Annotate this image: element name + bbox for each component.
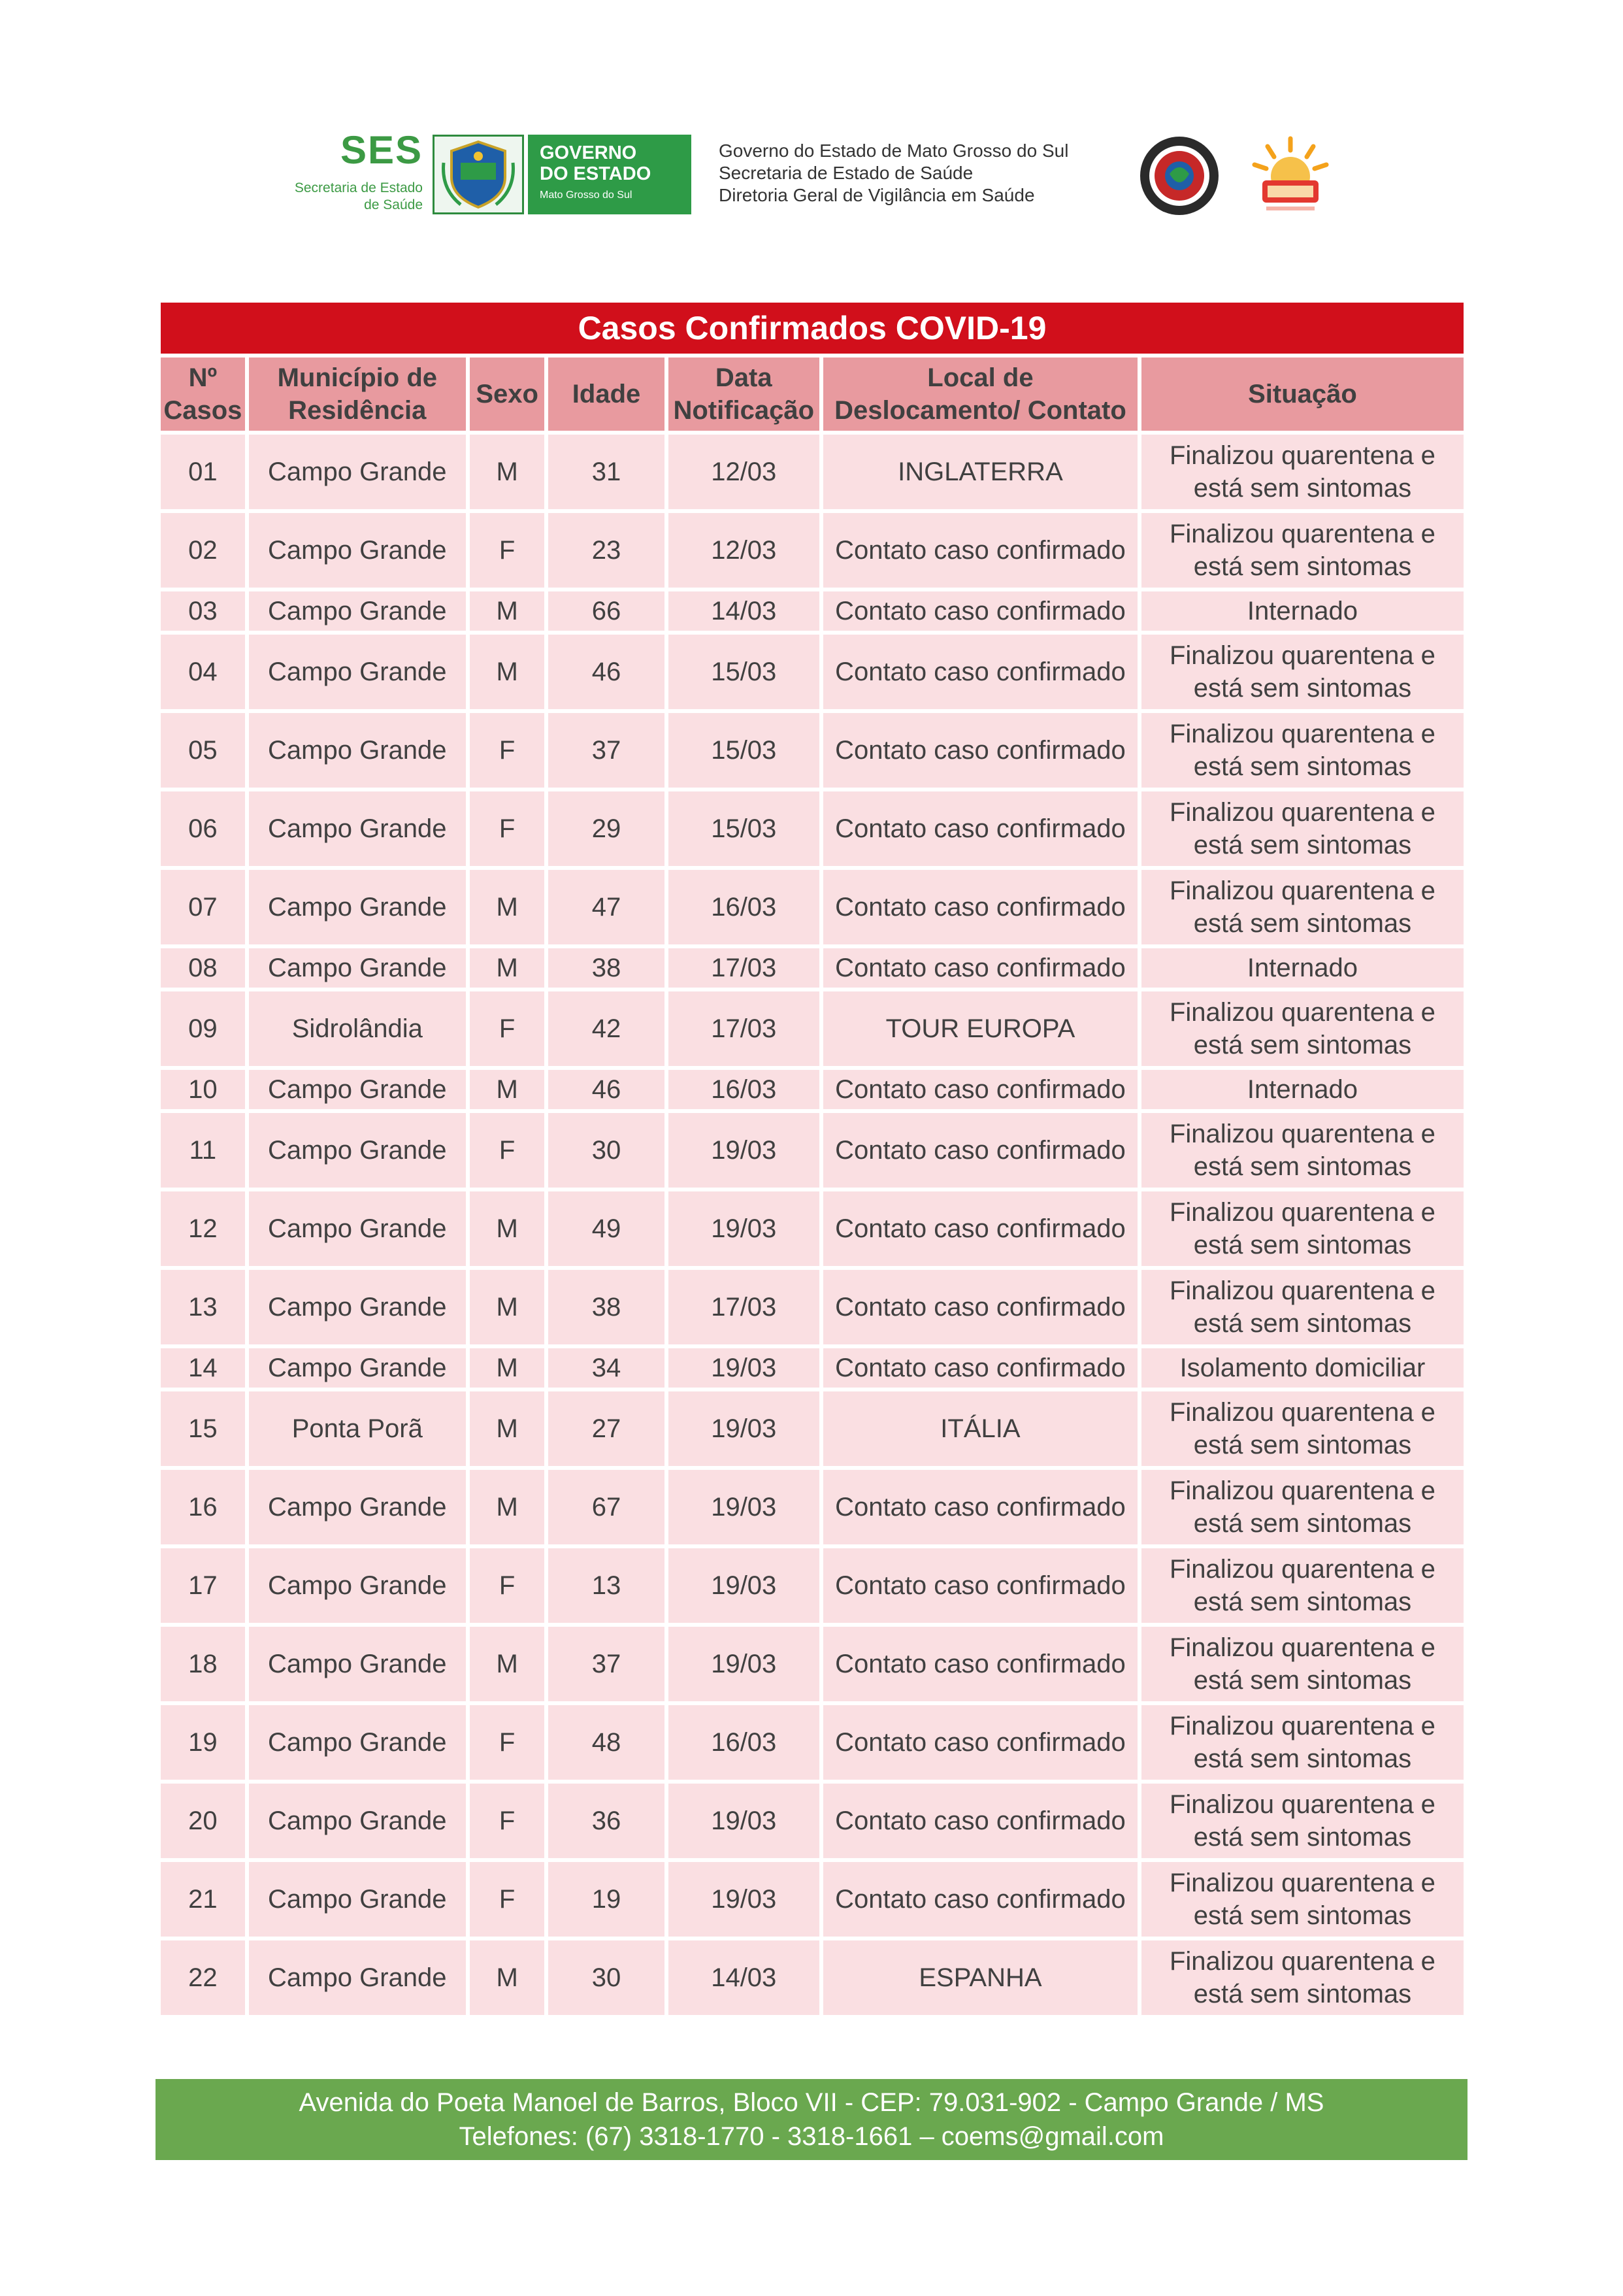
cell-data-notificacao: 19/03 [668,1348,819,1388]
situacao-line1: Finalizou quarentena e [1169,1555,1435,1584]
table-title: Casos Confirmados COVID-19 [161,303,1464,354]
footer-address: Avenida do Poeta Manoel de Barros, Bloco VII - CEP: 79.031-902 - Campo Grande / MS [299,2088,1324,2117]
cell-local: Contato caso confirmado [823,635,1138,709]
cell-sexo: F [470,513,545,588]
header-n-casos-line2: Casos [163,396,242,425]
cell-data-notificacao: 19/03 [668,1191,819,1266]
situacao-line1: Finalizou quarentena e [1169,1869,1435,1897]
table-row [161,948,1464,988]
ses-logo-text: SES [340,128,423,172]
cell-municipio: Campo Grande [249,1070,466,1109]
cell-situacao [1141,1548,1464,1623]
cell-situacao [1141,635,1464,709]
situacao-line2: está sem sintomas [1193,1309,1412,1338]
cell-local: Contato caso confirmado [823,1470,1138,1544]
cell-data-notificacao: 14/03 [668,1940,819,2015]
cell-idade: 37 [548,713,664,788]
situacao-line2: está sem sintomas [1193,909,1412,938]
situacao-line1: Finalizou quarentena e [1169,1790,1435,1819]
cell-situacao [1141,1191,1464,1266]
cell-situacao [1141,1627,1464,1701]
cell-data-notificacao: 16/03 [668,870,819,944]
cell-municipio: Campo Grande [249,1862,466,1937]
cell-situacao [1141,1784,1464,1858]
cell-data-notificacao: 17/03 [668,1270,819,1344]
cell-municipio: Campo Grande [249,1548,466,1623]
table-row [161,1270,1464,1344]
cell-data-notificacao: 15/03 [668,791,819,866]
vigilancia-seal-icon [1138,135,1221,217]
table-row [161,1070,1464,1109]
cell-idade: 31 [548,435,664,509]
cell-sexo: M [470,635,545,709]
situacao-line1: Finalizou quarentena e [1169,520,1435,548]
coe-logo-icon [1248,135,1333,217]
cell-n-casos: 21 [161,1862,245,1937]
situacao-line1: Finalizou quarentena e [1169,1633,1435,1662]
cell-sexo: M [470,948,545,988]
situacao-line1: Finalizou quarentena e [1169,1398,1435,1427]
ses-subtitle-line2: de Saúde [364,197,423,212]
cell-n-casos: 19 [161,1705,245,1780]
cell-municipio: Campo Grande [249,948,466,988]
situacao-line2: está sem sintomas [1193,474,1412,503]
cell-data-notificacao: 16/03 [668,1070,819,1109]
cell-local: Contato caso confirmado [823,1627,1138,1701]
cell-data-notificacao: 19/03 [668,1862,819,1937]
cell-idade: 37 [548,1627,664,1701]
table-row [161,591,1464,631]
situacao-line1: Finalizou quarentena e [1169,798,1435,827]
cell-n-casos: 22 [161,1940,245,2015]
table-row [161,1391,1464,1466]
cell-sexo: F [470,713,545,788]
state-coat-of-arms-icon [433,135,524,214]
header-idade: Idade [548,358,664,431]
cell-situacao [1141,1270,1464,1344]
cell-data-notificacao: 17/03 [668,948,819,988]
cell-local: Contato caso confirmado [823,713,1138,788]
table-row [161,1862,1464,1937]
cell-local: Contato caso confirmado [823,1070,1138,1109]
table-row [161,435,1464,509]
cell-sexo: F [470,1705,545,1780]
cell-sexo: M [470,1070,545,1109]
ses-logo-subtitle [295,180,423,214]
situacao-line2: está sem sintomas [1193,752,1412,781]
cell-n-casos: 16 [161,1470,245,1544]
situacao-line1: Isolamento domiciliar [1179,1354,1426,1382]
cell-n-casos: 12 [161,1191,245,1266]
cell-idade: 38 [548,1270,664,1344]
cell-situacao [1141,991,1464,1066]
situacao-line2: está sem sintomas [1193,1744,1412,1773]
cell-sexo: F [470,1113,545,1188]
cell-idade: 47 [548,870,664,944]
ses-logo [265,127,428,219]
cell-n-casos: 06 [161,791,245,866]
table-row [161,1627,1464,1701]
cell-local: Contato caso confirmado [823,948,1138,988]
situacao-line1: Finalizou quarentena e [1169,1276,1435,1305]
situacao-line2: está sem sintomas [1193,674,1412,703]
cell-idade: 46 [548,1070,664,1109]
situacao-line2: está sem sintomas [1193,831,1412,859]
header-municipio-line1: Município de [277,363,437,392]
cell-municipio: Campo Grande [249,870,466,944]
situacao-line1: Internado [1247,954,1358,982]
cell-local: TOUR EUROPA [823,991,1138,1066]
cell-situacao [1141,435,1464,509]
table-row [161,1348,1464,1388]
table-body [161,435,1464,2015]
cell-n-casos: 17 [161,1548,245,1623]
cell-idade: 34 [548,1348,664,1388]
cell-local: Contato caso confirmado [823,1862,1138,1937]
cell-n-casos: 11 [161,1113,245,1188]
situacao-line2: está sem sintomas [1193,1152,1412,1181]
covid-cases-table [157,299,1467,2019]
cell-idade: 49 [548,1191,664,1266]
cell-data-notificacao: 15/03 [668,635,819,709]
situacao-line1: Finalizou quarentena e [1169,876,1435,905]
page-header [0,0,1623,235]
cell-idade: 46 [548,635,664,709]
cell-n-casos: 15 [161,1391,245,1466]
cell-local: Contato caso confirmado [823,1191,1138,1266]
table-row [161,635,1464,709]
cell-sexo: F [470,1862,545,1937]
cell-sexo: F [470,1548,545,1623]
cell-local: INGLATERRA [823,435,1138,509]
cell-sexo: M [470,1348,545,1388]
footer-contacts: Telefones: (67) 3318-1770 - 3318-1661 – coems@gmail.com [459,2122,1164,2151]
cell-situacao [1141,591,1464,631]
table-row [161,870,1464,944]
situacao-line2: está sem sintomas [1193,1901,1412,1930]
situacao-line1: Finalizou quarentena e [1169,1712,1435,1740]
cell-n-casos: 07 [161,870,245,944]
cell-n-casos: 10 [161,1070,245,1109]
situacao-line2: está sem sintomas [1193,552,1412,581]
cell-idade: 30 [548,1940,664,2015]
cell-idade: 36 [548,1784,664,1858]
situacao-line2: está sem sintomas [1193,1231,1412,1259]
cell-municipio: Campo Grande [249,1270,466,1344]
cell-idade: 19 [548,1862,664,1937]
situacao-line1: Finalizou quarentena e [1169,1476,1435,1505]
cell-municipio: Campo Grande [249,1784,466,1858]
table-row [161,1784,1464,1858]
situacao-line2: está sem sintomas [1193,1509,1412,1538]
cell-n-casos: 09 [161,991,245,1066]
cell-data-notificacao: 19/03 [668,1784,819,1858]
header-situacao: Situação [1141,358,1464,431]
cell-data-notificacao: 19/03 [668,1391,819,1466]
cell-n-casos: 03 [161,591,245,631]
header-local [823,358,1138,431]
cell-local: Contato caso confirmado [823,591,1138,631]
situacao-line1: Finalizou quarentena e [1169,641,1435,670]
cell-situacao [1141,1070,1464,1109]
cell-sexo: F [470,991,545,1066]
situacao-line2: está sem sintomas [1193,1431,1412,1459]
cell-situacao [1141,713,1464,788]
cell-n-casos: 05 [161,713,245,788]
cell-n-casos: 20 [161,1784,245,1858]
cell-data-notificacao: 12/03 [668,435,819,509]
governo-logo [528,135,691,214]
situacao-line2: está sem sintomas [1193,1980,1412,2008]
table-header-row [161,358,1464,431]
cell-local: Contato caso confirmado [823,513,1138,588]
cell-municipio: Campo Grande [249,591,466,631]
cell-situacao [1141,1862,1464,1937]
cell-n-casos: 18 [161,1627,245,1701]
governo-logo-line1: GOVERNO [540,142,637,163]
cell-sexo: M [470,1191,545,1266]
organization-text [719,140,1068,207]
ses-subtitle-line1: Secretaria de Estado [294,180,423,195]
cell-sexo: M [470,870,545,944]
header-municipio-line2: Residência [288,396,427,425]
cell-sexo: M [470,1627,545,1701]
organization-line2: Secretaria de Estado de Saúde [719,163,974,183]
cell-n-casos: 14 [161,1348,245,1388]
situacao-line2: está sem sintomas [1193,1031,1412,1059]
cell-sexo: F [470,1784,545,1858]
header-data-notificacao [668,358,819,431]
cell-local: Contato caso confirmado [823,870,1138,944]
cell-n-casos: 13 [161,1270,245,1344]
situacao-line1: Internado [1247,1075,1358,1104]
cell-data-notificacao: 16/03 [668,1705,819,1780]
situacao-line1: Finalizou quarentena e [1169,1120,1435,1148]
table-row [161,991,1464,1066]
cell-idade: 66 [548,591,664,631]
cell-municipio: Campo Grande [249,513,466,588]
cell-local: ESPANHA [823,1940,1138,2015]
cell-municipio: Campo Grande [249,1940,466,2015]
cell-n-casos: 04 [161,635,245,709]
cell-municipio: Campo Grande [249,713,466,788]
cell-municipio: Campo Grande [249,1191,466,1266]
header-data-line1: Data [715,363,772,392]
header-n-casos [161,358,245,431]
cell-sexo: M [470,1270,545,1344]
cell-n-casos: 08 [161,948,245,988]
cell-municipio: Campo Grande [249,1470,466,1544]
cell-idade: 29 [548,791,664,866]
header-data-line2: Notificação [673,396,815,425]
page-footer [156,2079,1467,2160]
cell-sexo: M [470,591,545,631]
header-local-line1: Local de [927,363,1034,392]
table-row [161,1113,1464,1188]
cell-idade: 30 [548,1113,664,1188]
cell-data-notificacao: 19/03 [668,1470,819,1544]
cell-data-notificacao: 14/03 [668,591,819,631]
governo-logo-line2: DO ESTADO [540,163,651,184]
cell-situacao [1141,948,1464,988]
situacao-line2: está sem sintomas [1193,1666,1412,1695]
cell-municipio: Campo Grande [249,1627,466,1701]
cell-municipio: Campo Grande [249,791,466,866]
cell-data-notificacao: 12/03 [668,513,819,588]
cell-situacao [1141,513,1464,588]
cell-sexo: M [470,1470,545,1544]
cell-idade: 23 [548,513,664,588]
cell-situacao [1141,1348,1464,1388]
cell-data-notificacao: 19/03 [668,1113,819,1188]
cell-situacao [1141,1113,1464,1188]
cell-local: Contato caso confirmado [823,1348,1138,1388]
cell-idade: 27 [548,1391,664,1466]
situacao-line2: está sem sintomas [1193,1588,1412,1616]
cell-municipio: Campo Grande [249,1348,466,1388]
cell-municipio: Campo Grande [249,1113,466,1188]
cell-municipio: Campo Grande [249,635,466,709]
cell-data-notificacao: 17/03 [668,991,819,1066]
situacao-line1: Internado [1247,597,1358,625]
cell-municipio: Campo Grande [249,435,466,509]
cell-n-casos: 01 [161,435,245,509]
cell-idade: 48 [548,1705,664,1780]
cell-municipio: Sidrolândia [249,991,466,1066]
situacao-line1: Finalizou quarentena e [1169,1947,1435,1976]
cell-data-notificacao: 15/03 [668,713,819,788]
situacao-line1: Finalizou quarentena e [1169,720,1435,748]
situacao-line1: Finalizou quarentena e [1169,1198,1435,1227]
table-row [161,1705,1464,1780]
table-row [161,791,1464,866]
organization-line3: Diretoria Geral de Vigilância em Saúde [719,185,1035,205]
cell-n-casos: 02 [161,513,245,588]
cell-local: Contato caso confirmado [823,791,1138,866]
cell-sexo: M [470,435,545,509]
cell-idade: 67 [548,1470,664,1544]
table-row [161,1548,1464,1623]
table-row [161,1191,1464,1266]
cell-local: Contato caso confirmado [823,1270,1138,1344]
cell-sexo: F [470,791,545,866]
cell-municipio: Campo Grande [249,1705,466,1780]
cell-municipio: Ponta Porã [249,1391,466,1466]
situacao-line1: Finalizou quarentena e [1169,441,1435,470]
cell-data-notificacao: 19/03 [668,1548,819,1623]
table-row [161,1470,1464,1544]
governo-logo-line3: Mato Grosso do Sul [540,190,632,201]
cell-situacao [1141,870,1464,944]
cell-local: Contato caso confirmado [823,1784,1138,1858]
situacao-line1: Finalizou quarentena e [1169,998,1435,1027]
situacao-line2: está sem sintomas [1193,1823,1412,1852]
cell-idade: 13 [548,1548,664,1623]
cell-local: ITÁLIA [823,1391,1138,1466]
organization-line1: Governo do Estado de Mato Grosso do Sul [719,141,1069,161]
cell-local: Contato caso confirmado [823,1548,1138,1623]
header-local-line2: Deslocamento/ Contato [834,396,1126,425]
cell-situacao [1141,1391,1464,1466]
cell-idade: 42 [548,991,664,1066]
cell-sexo: M [470,1391,545,1466]
cell-situacao [1141,791,1464,866]
cell-situacao [1141,1470,1464,1544]
header-n-casos-line1: Nº [188,363,218,392]
table-row [161,1940,1464,2015]
table-row [161,513,1464,588]
cell-local: Contato caso confirmado [823,1705,1138,1780]
cell-sexo: M [470,1940,545,2015]
cell-data-notificacao: 19/03 [668,1627,819,1701]
table-row [161,713,1464,788]
cell-idade: 38 [548,948,664,988]
header-municipio [249,358,466,431]
cell-situacao [1141,1705,1464,1780]
cell-local: Contato caso confirmado [823,1113,1138,1188]
cell-situacao [1141,1940,1464,2015]
header-sexo: Sexo [470,358,545,431]
